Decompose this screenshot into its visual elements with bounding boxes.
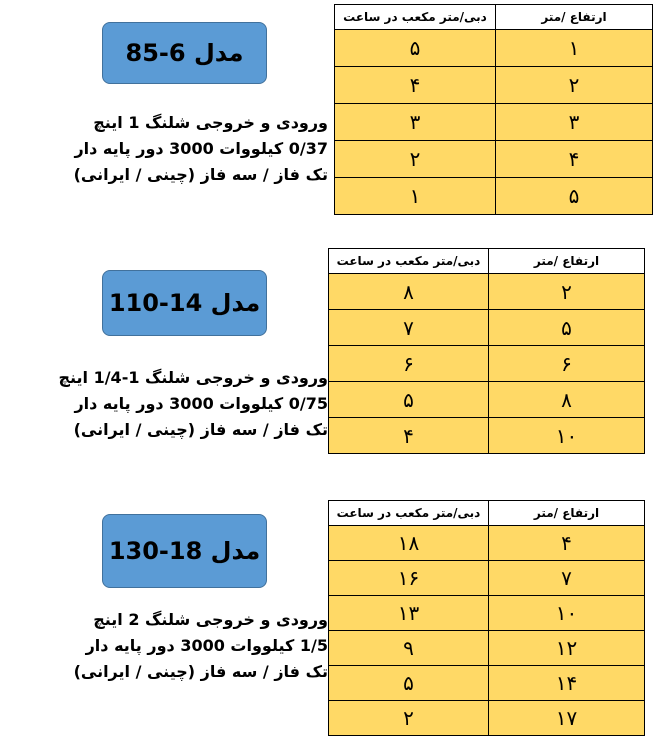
spec-table <box>328 248 645 454</box>
model-description <box>74 607 328 685</box>
table-row <box>329 526 645 561</box>
table-row <box>335 178 653 215</box>
height-cell: ۷ <box>489 561 645 596</box>
height-cell: ۲ <box>489 274 645 310</box>
flow-cell: ۸ <box>329 274 489 310</box>
height-cell: ۵ <box>489 310 645 346</box>
table-row <box>329 631 645 666</box>
flow-cell: ۲ <box>329 701 489 736</box>
description-line: 1/5 کیلووات 3000 دور پایه دار <box>85 636 328 655</box>
header-height: ارتفاع /متر <box>496 5 653 30</box>
flow-cell: ۴ <box>329 418 489 454</box>
height-cell: ۱۰ <box>489 418 645 454</box>
table-row <box>329 418 645 454</box>
flow-cell: ۱۶ <box>329 561 489 596</box>
height-cell: ۱ <box>496 30 653 67</box>
table-header-row <box>335 5 653 30</box>
description-line: 0/75 کیلووات 3000 دور پایه دار <box>74 394 328 413</box>
model-title: مدل 18-130 <box>102 514 267 588</box>
description-line: ورودی و خروجی شلنگ 1-1/4 اینچ <box>58 368 328 387</box>
table-row <box>329 561 645 596</box>
flow-cell: ۵ <box>329 666 489 701</box>
flow-cell: ۹ <box>329 631 489 666</box>
description-line: تک فاز / سه فاز (چینی / ایرانی) <box>73 662 328 681</box>
flow-cell: ۷ <box>329 310 489 346</box>
flow-cell: ۳ <box>335 104 496 141</box>
header-flow: دبی/متر مکعب در ساعت <box>329 501 489 526</box>
table-row <box>329 382 645 418</box>
height-cell: ۱۰ <box>489 596 645 631</box>
description-line: تک فاز / سه فاز (چینی / ایرانی) <box>73 420 328 439</box>
height-cell: ۴ <box>496 141 653 178</box>
spec-table <box>334 4 653 215</box>
height-cell: ۲ <box>496 67 653 104</box>
table-row <box>329 596 645 631</box>
flow-cell: ۵ <box>329 382 489 418</box>
model-description <box>58 365 328 443</box>
header-flow: دبی/متر مکعب در ساعت <box>335 5 496 30</box>
description-line: ورودی و خروجی شلنگ 1 اینچ <box>93 113 328 132</box>
table-row <box>329 346 645 382</box>
table-row <box>335 141 653 178</box>
spec-table <box>328 500 645 736</box>
table-row <box>329 666 645 701</box>
header-height: ارتفاع /متر <box>489 249 645 274</box>
description-line: تک فاز / سه فاز (چینی / ایرانی) <box>73 165 328 184</box>
model-description <box>74 110 328 188</box>
table-row <box>335 104 653 141</box>
description-line: ورودی و خروجی شلنگ 2 اینچ <box>93 610 328 629</box>
model-title: مدل 6-85 <box>102 22 267 84</box>
height-cell: ۱۴ <box>489 666 645 701</box>
height-cell: ۵ <box>496 178 653 215</box>
height-cell: ۳ <box>496 104 653 141</box>
table-row <box>329 701 645 736</box>
height-cell: ۸ <box>489 382 645 418</box>
flow-cell: ۲ <box>335 141 496 178</box>
header-height: ارتفاع /متر <box>489 501 645 526</box>
table-row <box>335 67 653 104</box>
height-cell: ۱۲ <box>489 631 645 666</box>
model-title: مدل 14-110 <box>102 270 267 336</box>
flow-cell: ۵ <box>335 30 496 67</box>
height-cell: ۴ <box>489 526 645 561</box>
table-row <box>329 274 645 310</box>
flow-cell: ۱۸ <box>329 526 489 561</box>
flow-cell: ۱ <box>335 178 496 215</box>
description-line: 0/37 کیلووات 3000 دور پایه دار <box>74 139 328 158</box>
height-cell: ۶ <box>489 346 645 382</box>
header-flow: دبی/متر مکعب در ساعت <box>329 249 489 274</box>
table-header-row <box>329 501 645 526</box>
flow-cell: ۱۳ <box>329 596 489 631</box>
table-row <box>335 30 653 67</box>
table-header-row <box>329 249 645 274</box>
flow-cell: ۶ <box>329 346 489 382</box>
height-cell: ۱۷ <box>489 701 645 736</box>
table-row <box>329 310 645 346</box>
flow-cell: ۴ <box>335 67 496 104</box>
